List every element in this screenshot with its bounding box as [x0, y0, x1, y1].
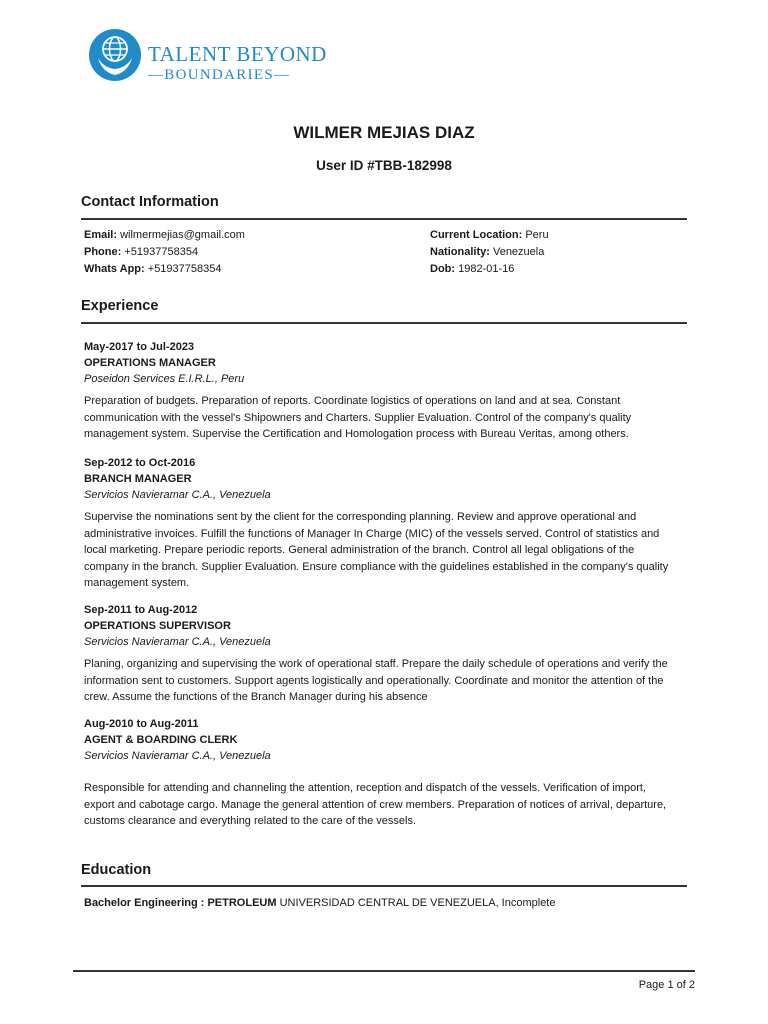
- dob-field: [430, 263, 514, 275]
- whatsapp-value: +51937758354: [147, 263, 222, 275]
- job-title: OPERATIONS SUPERVISOR: [84, 620, 231, 632]
- nationality-value: Venezuela: [492, 246, 545, 258]
- nationality-field: [430, 246, 544, 258]
- nationality-label: Nationality:: [430, 246, 490, 258]
- job-dates: Sep-2011 to Aug-2012: [84, 604, 198, 616]
- company-logo: [88, 28, 338, 90]
- job-description: Supervise the nominations sent by the client for the corresponding planning. Review and approve operational and administrative invoices. Fulfill the functions of Manager In Charge (MIC) of the vessels served. Control of statistics and local marketing. Prepare periodic reports. General administration of the branch. Control all legal obligations of the company in the branch. Supplier Evaluation. Ensure compliance with the guidelines established in the company's quality management system.: [84, 511, 669, 589]
- logo-text-primary: TALENT BEYOND: [148, 42, 327, 66]
- job-dates: May-2017 to Jul-2023: [84, 341, 195, 353]
- logo-text-secondary: —BOUNDARIES—: [148, 67, 291, 83]
- email-field: [84, 229, 245, 241]
- job-title: BRANCH MANAGER: [84, 473, 192, 485]
- phone-label: Phone:: [84, 246, 122, 258]
- job-company: Servicios Navieramar C.A., Venezuela: [84, 636, 271, 648]
- experience-entry: [84, 455, 674, 592]
- phone-field: [84, 246, 198, 258]
- footer-divider: [73, 970, 695, 972]
- education-entry: [84, 897, 556, 909]
- job-dates: Aug-2010 to Aug-2011: [84, 718, 199, 730]
- whatsapp-field: [84, 263, 221, 275]
- whatsapp-label: Whats App:: [84, 263, 145, 275]
- contact-section-title: Contact Information: [81, 194, 219, 210]
- contact-divider: [81, 218, 687, 220]
- location-label: Current Location:: [430, 229, 523, 241]
- job-company: Servicios Navieramar C.A., Venezuela: [84, 489, 271, 501]
- page-number: Page 1 of 2: [638, 979, 695, 991]
- location-field: [430, 229, 549, 241]
- job-description: Preparation of budgets. Preparation of reports. Coordinate logistics of operations on land and at sea. Constant communication with the vessel's Shipowners and Charters. Supplier Evaluation. Control of the company's quality management system. Supervise the Certification and Homologation process with Bureau Veritas, among others.: [84, 395, 632, 440]
- job-dates: Sep-2012 to Oct-2016: [84, 457, 196, 469]
- globe-hands-logo-icon: [88, 28, 142, 82]
- education-section-title: Education: [81, 862, 152, 878]
- experience-entry: [84, 602, 674, 706]
- experience-section-title: Experience: [81, 298, 159, 314]
- dob-value: 1982-01-16: [458, 263, 515, 275]
- job-company: Servicios Navieramar C.A., Venezuela: [84, 750, 271, 762]
- job-title: OPERATIONS MANAGER: [84, 357, 216, 369]
- education-school: UNIVERSIDAD CENTRAL DE VENEZUELA, Incomplete: [279, 897, 556, 909]
- experience-divider: [81, 322, 687, 324]
- job-company: Poseidon Services E.I.R.L., Peru: [84, 373, 245, 385]
- user-id: User ID #TBB-182998: [316, 158, 452, 173]
- job-title: AGENT & BOARDING CLERK: [84, 734, 238, 746]
- education-divider: [81, 885, 687, 887]
- dob-label: Dob:: [430, 263, 456, 275]
- experience-entry: [84, 339, 674, 443]
- education-degree: Bachelor Engineering : PETROLEUM: [84, 897, 277, 909]
- location-value: Peru: [525, 229, 549, 241]
- job-description: Planing, organizing and supervising the work of operational staff. Prepare the daily schedule of operations and verify the information sent to customers. Support agents logistically and operationally. Coordinate and monitor the attention of the crew. Assume the functions of the Branch Manager during his absence: [84, 658, 668, 703]
- phone-value: +51937758354: [124, 246, 199, 258]
- experience-entry: [84, 716, 674, 830]
- candidate-name: WILMER MEJIAS DIAZ: [293, 123, 475, 142]
- email-value: wilmermejias@gmail.com: [120, 229, 245, 241]
- job-description: Responsible for attending and channeling the attention, reception and dispatch of the vessels. Verification of import, export and cabotage cargo. Manage the general attention of crew members. Preparation of notices of arrival, departure, customs clearance and everything related to the care of the vessels.: [84, 782, 667, 827]
- email-label: Email:: [84, 229, 118, 241]
